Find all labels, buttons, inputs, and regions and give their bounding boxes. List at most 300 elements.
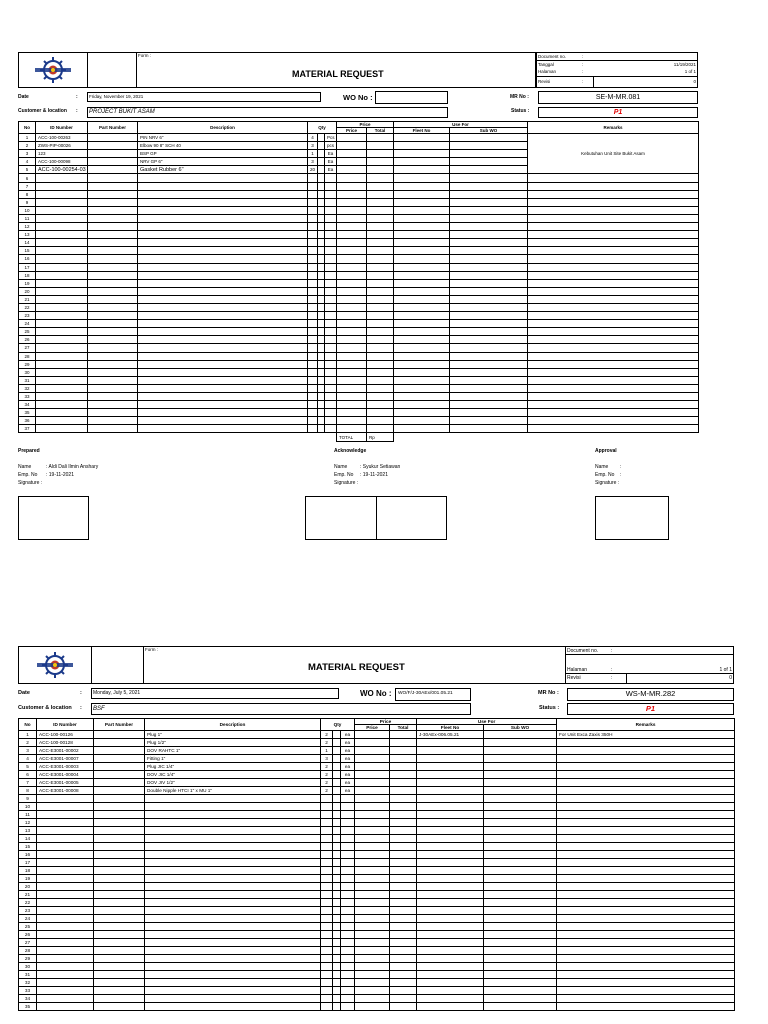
fleet-no-cell[interactable] — [394, 287, 450, 295]
unit-cell[interactable] — [325, 190, 337, 198]
part-number-cell[interactable] — [88, 271, 138, 279]
qty-cell[interactable] — [321, 1003, 333, 1011]
remarks-cell[interactable] — [528, 328, 699, 336]
part-number-cell[interactable] — [94, 955, 145, 963]
id-number-cell[interactable] — [36, 239, 88, 247]
total-cell[interactable] — [367, 190, 394, 198]
remarks-cell[interactable] — [528, 425, 699, 433]
sub-wo-cell[interactable] — [450, 344, 528, 352]
remarks-cell[interactable] — [557, 979, 735, 987]
part-number-cell[interactable] — [94, 755, 145, 763]
unit-cell[interactable] — [325, 214, 337, 222]
id-number-cell[interactable] — [36, 376, 88, 384]
id-number-cell[interactable]: ACC-E3001-00008 — [37, 787, 94, 795]
unit-cell[interactable] — [325, 401, 337, 409]
description-cell[interactable] — [138, 393, 308, 401]
remarks-cell[interactable] — [528, 223, 699, 231]
wo-field[interactable] — [375, 91, 448, 104]
description-cell[interactable] — [145, 987, 321, 995]
total-cell[interactable] — [390, 915, 417, 923]
total-cell[interactable] — [390, 811, 417, 819]
sub-wo-cell[interactable] — [484, 755, 557, 763]
unit-cell[interactable]: ea — [341, 747, 355, 755]
part-number-cell[interactable] — [88, 247, 138, 255]
unit-cell[interactable]: Pcs — [325, 134, 337, 142]
part-number-cell[interactable] — [94, 907, 145, 915]
total-cell[interactable] — [390, 771, 417, 779]
id-number-cell[interactable]: ACC-E3001-00005 — [37, 779, 94, 787]
sub-wo-cell[interactable] — [450, 174, 528, 182]
fleet-no-cell[interactable] — [394, 223, 450, 231]
fleet-no-cell[interactable] — [394, 247, 450, 255]
total-cell[interactable] — [390, 947, 417, 955]
remarks-cell[interactable] — [557, 955, 735, 963]
price-cell[interactable] — [337, 239, 367, 247]
part-number-cell[interactable] — [88, 425, 138, 433]
id-number-cell[interactable]: ACC-E3001-00003 — [37, 763, 94, 771]
sub-wo-cell[interactable] — [484, 923, 557, 931]
remarks-cell[interactable] — [528, 344, 699, 352]
id-number-cell[interactable] — [36, 263, 88, 271]
id-number-cell[interactable] — [36, 303, 88, 311]
remarks-cell[interactable] — [557, 875, 735, 883]
remarks-cell[interactable] — [557, 755, 735, 763]
id-number-cell[interactable]: ACC-E3001-00004 — [37, 771, 94, 779]
part-number-cell[interactable] — [88, 263, 138, 271]
fleet-no-cell[interactable] — [417, 811, 484, 819]
fleet-no-cell[interactable] — [394, 255, 450, 263]
id-number-cell[interactable] — [37, 979, 94, 987]
part-number-cell[interactable] — [94, 931, 145, 939]
qty-cell[interactable] — [308, 425, 318, 433]
id-number-cell[interactable] — [36, 295, 88, 303]
qty-cell[interactable] — [308, 295, 318, 303]
price-cell[interactable] — [337, 223, 367, 231]
sub-wo-cell[interactable] — [484, 795, 557, 803]
acknowledge-signature-box-2[interactable] — [376, 496, 447, 540]
unit-cell[interactable] — [341, 827, 355, 835]
unit-cell[interactable] — [341, 811, 355, 819]
qty-cell[interactable] — [308, 214, 318, 222]
id-number-cell[interactable]: ACC-100-00263 — [36, 134, 88, 142]
id-number-cell[interactable] — [36, 320, 88, 328]
part-number-cell[interactable] — [94, 795, 145, 803]
price-cell[interactable] — [337, 279, 367, 287]
id-number-cell[interactable]: ACC-100-00098 — [36, 158, 88, 166]
id-number-cell[interactable]: ACC-100-00128 — [37, 739, 94, 747]
description-cell[interactable] — [138, 312, 308, 320]
description-cell[interactable] — [138, 417, 308, 425]
description-cell[interactable] — [138, 214, 308, 222]
part-number-cell[interactable] — [88, 376, 138, 384]
total-cell[interactable] — [390, 963, 417, 971]
description-cell[interactable] — [145, 979, 321, 987]
sub-wo-cell[interactable] — [450, 206, 528, 214]
sub-wo-cell[interactable] — [484, 971, 557, 979]
id-number-cell[interactable]: 123 — [36, 150, 88, 158]
qty-cell[interactable] — [321, 931, 333, 939]
qty-cell[interactable] — [321, 995, 333, 1003]
qty-cell[interactable] — [321, 907, 333, 915]
description-cell[interactable] — [145, 899, 321, 907]
id-number-cell[interactable] — [36, 401, 88, 409]
part-number-cell[interactable] — [88, 360, 138, 368]
id-number-cell[interactable] — [36, 182, 88, 190]
sub-wo-cell[interactable] — [484, 731, 557, 739]
remarks-cell[interactable] — [528, 336, 699, 344]
description-cell[interactable] — [145, 931, 321, 939]
remarks-cell[interactable] — [528, 247, 699, 255]
price-cell[interactable] — [355, 883, 390, 891]
id-number-cell[interactable] — [36, 247, 88, 255]
remarks-cell[interactable] — [557, 923, 735, 931]
description-cell[interactable] — [138, 384, 308, 392]
total-cell[interactable] — [390, 819, 417, 827]
sub-wo-cell[interactable] — [484, 939, 557, 947]
qty-cell[interactable] — [308, 336, 318, 344]
sub-wo-cell[interactable] — [484, 803, 557, 811]
id-number-cell[interactable] — [36, 368, 88, 376]
price-cell[interactable] — [337, 287, 367, 295]
part-number-cell[interactable] — [94, 747, 145, 755]
total-cell[interactable] — [367, 328, 394, 336]
remarks-cell[interactable] — [528, 214, 699, 222]
part-number-cell[interactable] — [94, 875, 145, 883]
fleet-no-cell[interactable] — [394, 174, 450, 182]
fleet-no-cell[interactable] — [394, 166, 450, 174]
remarks-cell[interactable] — [528, 182, 699, 190]
description-cell[interactable] — [138, 352, 308, 360]
part-number-cell[interactable] — [94, 923, 145, 931]
total-cell[interactable] — [390, 827, 417, 835]
sub-wo-cell[interactable] — [484, 891, 557, 899]
sub-wo-cell[interactable] — [484, 747, 557, 755]
qty-cell[interactable] — [308, 409, 318, 417]
fleet-no-cell[interactable] — [394, 417, 450, 425]
id-number-cell[interactable] — [37, 987, 94, 995]
qty-cell[interactable] — [321, 867, 333, 875]
description-cell[interactable] — [145, 891, 321, 899]
part-number-cell[interactable] — [88, 231, 138, 239]
fleet-no-cell[interactable] — [417, 891, 484, 899]
remarks-cell[interactable] — [528, 303, 699, 311]
price-cell[interactable] — [355, 779, 390, 787]
unit-cell[interactable]: ea — [341, 779, 355, 787]
qty-cell[interactable] — [321, 955, 333, 963]
part-number-cell[interactable] — [88, 303, 138, 311]
price-cell[interactable] — [355, 915, 390, 923]
price-cell[interactable] — [355, 811, 390, 819]
qty-cell[interactable] — [308, 393, 318, 401]
part-number-cell[interactable] — [94, 899, 145, 907]
remarks-cell[interactable] — [557, 795, 735, 803]
fleet-no-cell[interactable] — [394, 198, 450, 206]
description-cell[interactable]: DOV JIC 1/4" — [145, 771, 321, 779]
qty-cell[interactable] — [308, 279, 318, 287]
unit-cell[interactable] — [325, 174, 337, 182]
description-cell[interactable] — [138, 223, 308, 231]
description-cell[interactable] — [145, 915, 321, 923]
total-cell[interactable] — [390, 891, 417, 899]
fleet-no-cell[interactable] — [417, 939, 484, 947]
total-cell[interactable] — [390, 851, 417, 859]
qty-cell[interactable] — [308, 384, 318, 392]
remarks-cell[interactable] — [557, 907, 735, 915]
sub-wo-cell[interactable] — [484, 899, 557, 907]
id-number-cell[interactable] — [36, 279, 88, 287]
sub-wo-cell[interactable] — [450, 134, 528, 142]
unit-cell[interactable] — [341, 883, 355, 891]
sub-wo-cell[interactable] — [450, 279, 528, 287]
qty-cell[interactable]: 20 — [308, 166, 318, 174]
price-cell[interactable] — [337, 206, 367, 214]
price-cell[interactable] — [355, 859, 390, 867]
id-number-cell[interactable] — [37, 971, 94, 979]
price-cell[interactable] — [337, 320, 367, 328]
sub-wo-cell[interactable] — [484, 955, 557, 963]
remarks-cell[interactable] — [557, 867, 735, 875]
sub-wo-cell[interactable] — [484, 931, 557, 939]
unit-cell[interactable]: ea — [341, 763, 355, 771]
part-number-cell[interactable] — [88, 255, 138, 263]
qty-cell[interactable]: 2 — [321, 771, 333, 779]
price-cell[interactable] — [337, 182, 367, 190]
fleet-no-cell[interactable] — [394, 352, 450, 360]
remarks-cell[interactable] — [557, 971, 735, 979]
qty-cell[interactable] — [308, 255, 318, 263]
sub-wo-cell[interactable] — [450, 190, 528, 198]
remarks-cell[interactable] — [557, 939, 735, 947]
id-number-cell[interactable] — [37, 923, 94, 931]
remarks-cell[interactable] — [557, 1003, 735, 1011]
sub-wo-cell[interactable] — [484, 883, 557, 891]
description-cell[interactable] — [138, 206, 308, 214]
remarks-cell[interactable] — [557, 987, 735, 995]
unit-cell[interactable]: ea — [341, 731, 355, 739]
fleet-no-cell[interactable] — [394, 312, 450, 320]
price-cell[interactable] — [337, 174, 367, 182]
id-number-cell[interactable] — [37, 811, 94, 819]
qty-cell[interactable] — [321, 899, 333, 907]
id-number-cell[interactable] — [36, 360, 88, 368]
part-number-cell[interactable] — [88, 279, 138, 287]
qty-cell[interactable]: 1 — [321, 747, 333, 755]
price-cell[interactable] — [355, 979, 390, 987]
price-cell[interactable] — [337, 150, 367, 158]
id-number-cell[interactable]: ACC-E3001-00002 — [37, 747, 94, 755]
description-cell[interactable] — [145, 843, 321, 851]
qty-cell[interactable]: 2 — [321, 787, 333, 795]
sub-wo-cell[interactable] — [450, 360, 528, 368]
id-number-cell[interactable] — [36, 352, 88, 360]
remarks-cell[interactable] — [557, 851, 735, 859]
sub-wo-cell[interactable] — [450, 231, 528, 239]
fleet-no-cell[interactable] — [394, 231, 450, 239]
id-number-cell[interactable] — [37, 827, 94, 835]
description-cell[interactable] — [145, 795, 321, 803]
sub-wo-cell[interactable] — [484, 875, 557, 883]
total-cell[interactable] — [367, 368, 394, 376]
unit-cell[interactable] — [325, 368, 337, 376]
fleet-no-cell[interactable] — [394, 134, 450, 142]
unit-cell[interactable] — [341, 987, 355, 995]
part-number-cell[interactable] — [94, 731, 145, 739]
qty-cell[interactable]: 1 — [308, 150, 318, 158]
total-cell[interactable] — [367, 409, 394, 417]
part-number-cell[interactable] — [88, 295, 138, 303]
sub-wo-cell[interactable] — [484, 867, 557, 875]
part-number-cell[interactable] — [94, 891, 145, 899]
part-number-cell[interactable] — [88, 312, 138, 320]
fleet-no-cell[interactable] — [417, 899, 484, 907]
description-cell[interactable] — [145, 939, 321, 947]
description-cell[interactable] — [138, 336, 308, 344]
remarks-cell[interactable] — [528, 368, 699, 376]
description-cell[interactable] — [138, 376, 308, 384]
price-cell[interactable] — [337, 384, 367, 392]
part-number-cell[interactable] — [88, 166, 138, 174]
unit-cell[interactable] — [341, 995, 355, 1003]
sub-wo-cell[interactable] — [450, 263, 528, 271]
fleet-no-cell[interactable] — [417, 915, 484, 923]
part-number-cell[interactable] — [88, 393, 138, 401]
sub-wo-cell[interactable] — [484, 851, 557, 859]
unit-cell[interactable]: ea — [341, 787, 355, 795]
qty-cell[interactable] — [308, 239, 318, 247]
id-number-cell[interactable] — [36, 214, 88, 222]
part-number-cell[interactable] — [88, 328, 138, 336]
total-cell[interactable] — [367, 384, 394, 392]
qty-cell[interactable] — [321, 891, 333, 899]
fleet-no-cell[interactable] — [394, 150, 450, 158]
remarks-cell[interactable] — [528, 312, 699, 320]
description-cell[interactable] — [138, 401, 308, 409]
total-cell[interactable] — [367, 303, 394, 311]
qty-cell[interactable] — [321, 827, 333, 835]
description-cell[interactable] — [145, 803, 321, 811]
part-number-cell[interactable] — [94, 971, 145, 979]
description-cell[interactable] — [145, 883, 321, 891]
total-cell[interactable] — [367, 344, 394, 352]
fleet-no-cell[interactable] — [417, 827, 484, 835]
total-cell[interactable] — [367, 247, 394, 255]
sub-wo-cell[interactable] — [484, 811, 557, 819]
description-cell[interactable] — [138, 409, 308, 417]
part-number-cell[interactable] — [94, 779, 145, 787]
price-cell[interactable] — [337, 336, 367, 344]
total-cell[interactable] — [390, 995, 417, 1003]
sub-wo-cell[interactable] — [484, 779, 557, 787]
description-cell[interactable] — [145, 947, 321, 955]
fleet-no-cell[interactable] — [417, 987, 484, 995]
price-cell[interactable] — [337, 401, 367, 409]
remarks-cell[interactable] — [528, 360, 699, 368]
fleet-no-cell[interactable] — [394, 336, 450, 344]
remarks-cell[interactable]: Kebutuhan Unit Site Bukit Asam — [528, 134, 699, 174]
total-cell[interactable] — [390, 803, 417, 811]
id-number-cell[interactable] — [36, 409, 88, 417]
remarks-cell[interactable] — [528, 174, 699, 182]
total-cell[interactable] — [367, 336, 394, 344]
fleet-no-cell[interactable] — [417, 755, 484, 763]
sub-wo-cell[interactable] — [450, 328, 528, 336]
total-cell[interactable] — [367, 214, 394, 222]
id-number-cell[interactable] — [36, 393, 88, 401]
fleet-no-cell[interactable] — [417, 819, 484, 827]
total-cell[interactable] — [390, 763, 417, 771]
sub-wo-cell[interactable] — [450, 303, 528, 311]
unit-cell[interactable]: ea — [341, 771, 355, 779]
qty-cell[interactable] — [308, 352, 318, 360]
id-number-cell[interactable] — [37, 819, 94, 827]
qty-cell[interactable] — [308, 263, 318, 271]
sub-wo-cell[interactable] — [484, 819, 557, 827]
part-number-cell[interactable] — [94, 843, 145, 851]
total-cell[interactable] — [390, 923, 417, 931]
remarks-cell[interactable] — [528, 255, 699, 263]
sub-wo-cell[interactable] — [484, 1003, 557, 1011]
description-cell[interactable]: Plug JIC 1/4" — [145, 763, 321, 771]
remarks-cell[interactable] — [557, 787, 735, 795]
qty-cell[interactable] — [308, 401, 318, 409]
total-cell[interactable] — [390, 859, 417, 867]
fleet-no-cell[interactable] — [394, 425, 450, 433]
remarks-cell[interactable] — [528, 279, 699, 287]
sub-wo-cell[interactable] — [450, 393, 528, 401]
total-cell[interactable] — [390, 867, 417, 875]
part-number-cell[interactable] — [94, 811, 145, 819]
fleet-no-cell[interactable] — [394, 344, 450, 352]
description-cell[interactable] — [138, 190, 308, 198]
sub-wo-cell[interactable] — [450, 320, 528, 328]
id-number-cell[interactable]: ZWS-PIP-00026 — [36, 142, 88, 150]
description-cell[interactable] — [138, 198, 308, 206]
total-cell[interactable] — [390, 1003, 417, 1011]
total-cell[interactable] — [390, 795, 417, 803]
remarks-cell[interactable] — [557, 843, 735, 851]
total-cell[interactable] — [367, 182, 394, 190]
sub-wo-cell[interactable] — [450, 158, 528, 166]
id-number-cell[interactable] — [37, 907, 94, 915]
approval-signature-box[interactable] — [595, 496, 669, 540]
part-number-cell[interactable] — [88, 239, 138, 247]
unit-cell[interactable] — [325, 206, 337, 214]
price-cell[interactable] — [355, 795, 390, 803]
sub-wo-cell[interactable] — [484, 835, 557, 843]
sub-wo-cell[interactable] — [450, 376, 528, 384]
remarks-cell[interactable]: For Unit Exca Zaxis 350H — [557, 731, 735, 739]
qty-cell[interactable] — [321, 835, 333, 843]
part-number-cell[interactable] — [94, 963, 145, 971]
id-number-cell[interactable] — [37, 1003, 94, 1011]
qty-cell[interactable] — [308, 312, 318, 320]
part-number-cell[interactable] — [94, 803, 145, 811]
part-number-cell[interactable] — [88, 409, 138, 417]
remarks-cell[interactable] — [557, 915, 735, 923]
price-cell[interactable] — [355, 963, 390, 971]
total-cell[interactable] — [390, 939, 417, 947]
fleet-no-cell[interactable] — [417, 1003, 484, 1011]
id-number-cell[interactable] — [36, 417, 88, 425]
total-cell[interactable] — [367, 231, 394, 239]
qty-cell[interactable] — [308, 328, 318, 336]
part-number-cell[interactable] — [88, 368, 138, 376]
description-cell[interactable] — [138, 255, 308, 263]
unit-cell[interactable] — [325, 320, 337, 328]
price-cell[interactable] — [355, 931, 390, 939]
price-cell[interactable] — [355, 763, 390, 771]
sub-wo-cell[interactable] — [484, 963, 557, 971]
